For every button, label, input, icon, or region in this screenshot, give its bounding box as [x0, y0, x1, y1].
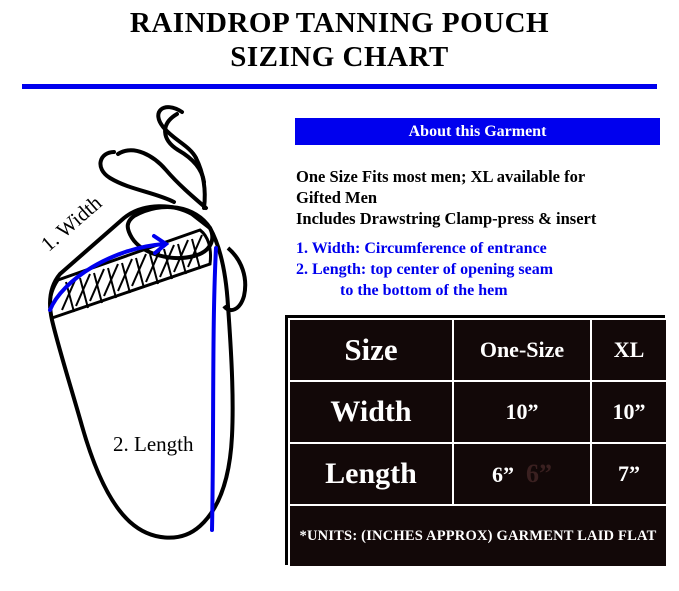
table-row — [289, 443, 667, 505]
page-title — [0, 0, 679, 74]
title-line-2: SIZING CHART — [230, 41, 449, 73]
pouch-illustration — [14, 96, 284, 576]
about-garment-header: About this Garment — [295, 118, 660, 145]
length-label: 2. Length — [113, 432, 194, 456]
row-length-ghost-value: 6” — [526, 459, 552, 488]
sizing-table — [285, 315, 665, 565]
about-line-3: Includes Drawstring Clamp-press & insert — [296, 209, 597, 228]
row-length-one-size-value: 6” — [492, 462, 514, 487]
pouch-drawing-svg — [14, 96, 284, 576]
about-garment-text — [296, 166, 668, 229]
note-length-cont: to the bottom of the hem — [340, 282, 508, 299]
width-label: 1. Width — [36, 190, 107, 257]
table-header-row — [289, 319, 667, 381]
table-footnote-row — [289, 505, 667, 567]
about-line-2: Gifted Men — [296, 188, 378, 207]
table-row — [289, 381, 667, 443]
note-length: 2. Length: top center of opening seam — [296, 261, 554, 278]
note-width: 1. Width: Circumference of entrance — [296, 240, 547, 257]
row-length-xl: 7” — [591, 443, 667, 505]
header-xl: XL — [591, 319, 667, 381]
row-width-xl: 10” — [591, 381, 667, 443]
measurement-notes — [296, 238, 668, 301]
row-length-one-size — [453, 443, 591, 505]
about-line-1: One Size Fits most men; XL available for — [296, 167, 586, 186]
header-size: Size — [289, 319, 453, 381]
title-line-1: RAINDROP TANNING POUCH — [129, 7, 550, 39]
title-divider — [22, 84, 657, 89]
row-width-one-size: 10” — [453, 381, 591, 443]
row-width-label: Width — [289, 381, 453, 443]
table-footnote: *UNITS: (INCHES APPROX) GARMENT LAID FLAT — [289, 505, 667, 567]
row-length-label: Length — [289, 443, 453, 505]
header-one-size: One-Size — [453, 319, 591, 381]
